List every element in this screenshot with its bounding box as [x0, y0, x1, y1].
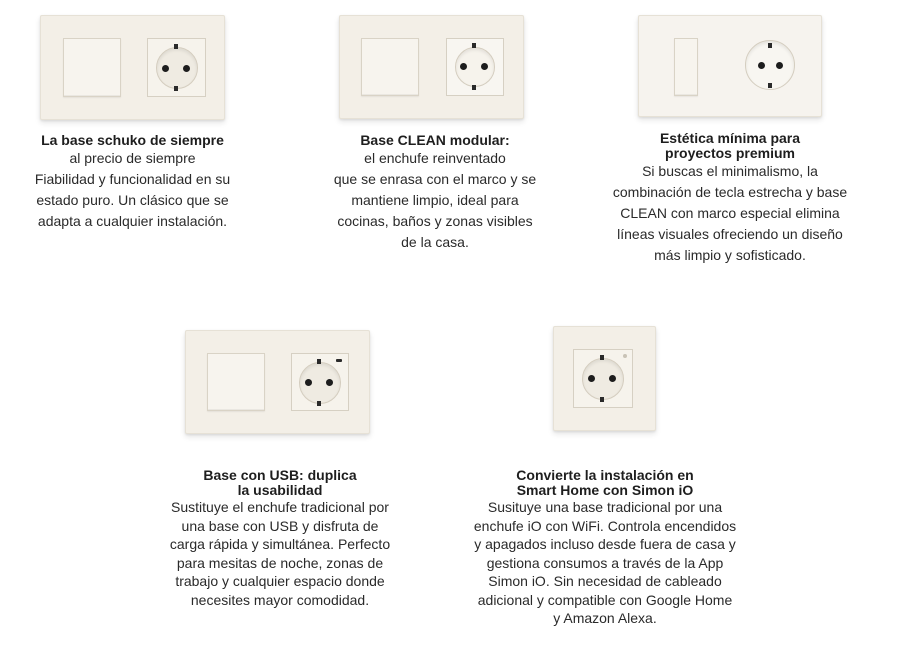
caption-body: al precio de siempre Fiabilidad y funcionalidad en su estado puro. Un clásico que se adapta a cualquier instalación.	[34, 150, 231, 229]
usb-socket	[291, 353, 349, 411]
switch-key	[63, 38, 121, 97]
caption-title: Base con USB: duplica la usabilidad	[203, 467, 357, 498]
smart-socket	[573, 349, 633, 408]
caption-body: Susituye una base tradicional por una enchufe iO con WiFi. Controla encendidos y apagados incluso desde fuera de casa y gestiona consumos a través de la App Simon iO. Sin necesidad de cableado adicional y compatible con Google Home y Amazon Alexa.	[473, 499, 737, 626]
caption-body: Sustituye el enchufe tradicional por una base con USB y disfruta de carga rápida y simultánea. Perfecto para mesitas de noche, zonas de trabajo y cualquier espacio donde necesites mayor comodidad.	[169, 499, 391, 608]
clean-socket	[745, 40, 795, 90]
caption-body: Si buscas el minimalismo, la combinación de tecla estrecha y base CLEAN con marco especial elimina líneas visuales ofreciendo un diseño más limpio y sofisticado.	[612, 163, 848, 263]
clean-socket	[446, 38, 504, 96]
switch-key	[361, 38, 419, 96]
switch-key	[207, 353, 265, 411]
caption-title: La base schuko de siempre	[41, 132, 224, 148]
schuko-socket	[147, 38, 206, 97]
status-led-icon	[623, 354, 627, 358]
caption-clean-modular	[305, 133, 565, 253]
caption-title: Convierte la instalación en Smart Home con Simon iO	[516, 467, 694, 498]
caption-body: el enchufe reinventado que se enrasa con el marco y se mantiene limpio, ideal para cocinas, baños y zonas visibles de la casa.	[333, 150, 537, 250]
caption-title: Estética mínima para proyectos premium	[659, 130, 801, 161]
caption-usb	[145, 468, 415, 609]
caption-schuko	[10, 133, 255, 232]
caption-title: Base CLEAN modular:	[360, 132, 510, 148]
caption-simon-io	[440, 468, 770, 628]
narrow-switch-key	[674, 38, 698, 96]
caption-minimal-premium	[600, 131, 860, 266]
usb-port-icon	[336, 359, 342, 362]
